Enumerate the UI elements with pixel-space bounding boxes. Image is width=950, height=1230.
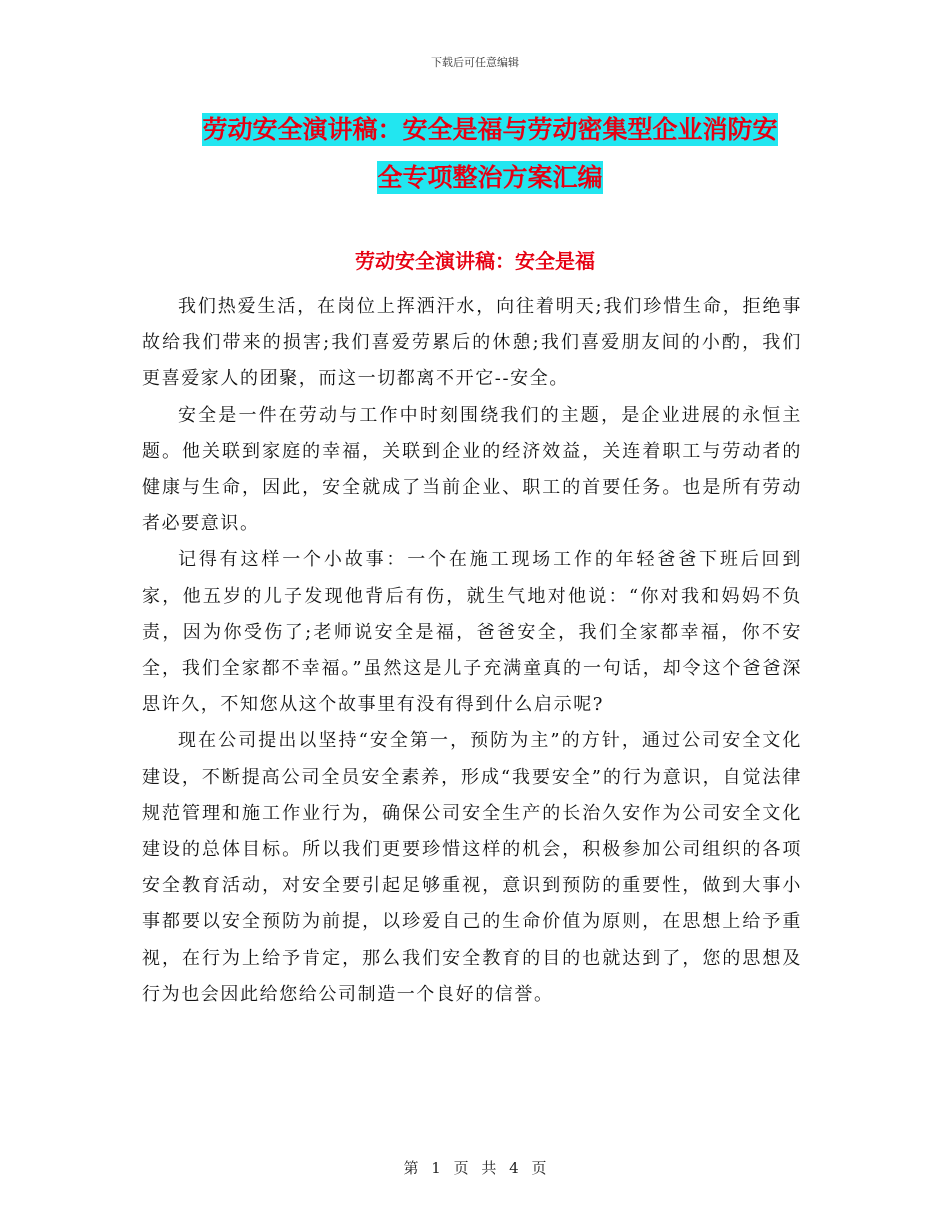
paragraph-1: 我们热爱生活，在岗位上挥洒汗水，向往着明天;我们珍惜生命，拒绝事故给我们带来的损害;我们喜爱劳累后的休憩;我们喜爱朋友间的小酌，我们更喜爱家人的团聚，而这一切都离不开它--安全。 — [142, 296, 802, 390]
body-text — [142, 289, 802, 1013]
header-note: 下载后可任意编辑 — [431, 56, 519, 69]
document-title — [160, 106, 820, 202]
paragraph-4: 现在公司提出以坚持“安全第一，预防为主”的方针，通过公司安全文化建设，不断提高公司全员安全素养，形成“我要安全”的行为意识，自觉法律规范管理和施工作业行为，确保公司安全生产的长治久安作为公司安全文化建设的总体目标。所以我们更要珍惜这样的机会，积极参加公司组织的各项安全教育活动，对安全要引起足够重视，意识到预防的重要性，做到大事小事都要以安全预防为前提，以珍爱自己的生命价值为原则，在思想上给予重视，在行为上给予肯定，那么我们安全教育的目的也就达到了，您的思想及行为也会因此给您给公司制造一个良好的信誉。 — [142, 730, 802, 1005]
paragraph-3: 记得有这样一个小故事：一个在施工现场工作的年轻爸爸下班后回到家，他五岁的儿子发现他背后有伤，就生气地对他说：“你对我和妈妈不负责，因为你受伤了;老师说安全是福，爸爸安全，我们全家都幸福，你不安全，我们全家都不幸福。”虽然这是儿子充满童真的一句话，却令这个爸爸深思许久，不知您从这个故事里有没有得到什么启示呢? — [142, 549, 802, 716]
section-title: 劳动安全演讲稿：安全是福 — [355, 249, 595, 273]
document-title-line-1: 劳动安全演讲稿：安全是福与劳动密集型企业消防安 — [202, 115, 778, 144]
document-title-line-2: 全专项整治方案汇编 — [377, 163, 603, 192]
page-footer: 第 1 页 共 4 页 — [403, 1159, 547, 1177]
paragraph-2: 安全是一件在劳动与工作中时刻围绕我们的主题，是企业进展的永恒主题。他关联到家庭的幸福，关联到企业的经济效益，关连着职工与劳动者的健康与生命，因此，安全就成了当前企业、职工的首要任务。也是所有劳动者必要意识。 — [142, 404, 802, 535]
